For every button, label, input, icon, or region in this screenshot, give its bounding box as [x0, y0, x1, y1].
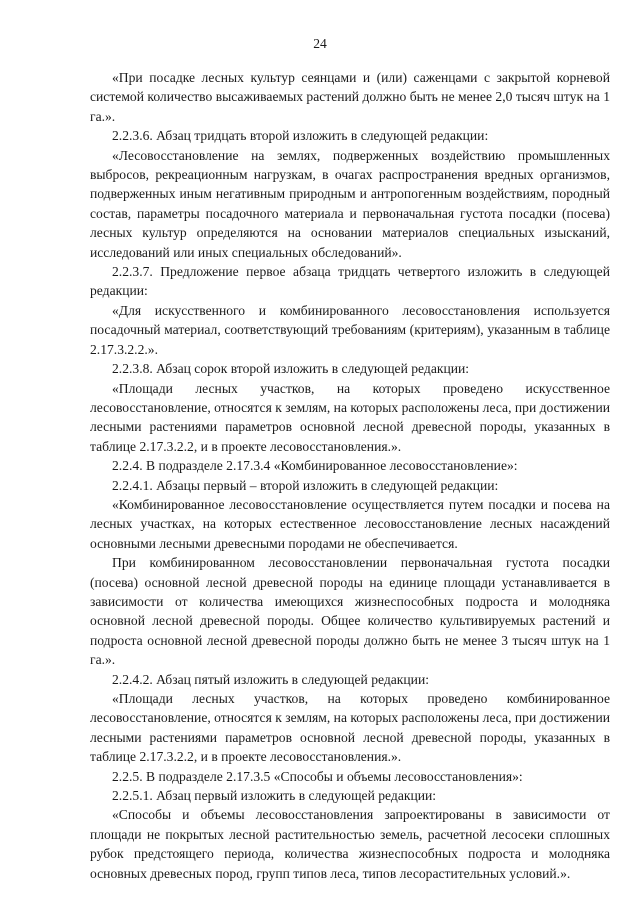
paragraph-2-2-5: 2.2.5. В подразделе 2.17.3.5 «Способы и объемы лесовосстановления»:: [112, 768, 523, 784]
paragraph-quote-polluted-lands: «Лесовосстановление на землях, подверженных воздействию промышленных выбросов, рекреационным нагрузкам, в очагах распространения вредных организмов, подверженных иным негативным природным и антропогенным воздействиям, породный состав, параметры посадочного материала и первоначальная густота посадки (посева) лесных культур определяются на основании материалов специальных изысканий, исследований или иных специальных обследований».: [90, 147, 610, 260]
document-body: [90, 68, 610, 883]
paragraph-combined-density: При комбинированном лесовосстановлении первоначальная густота посадки (посева) основной лесной древесной породы на единице площади устанавливается в зависимости от количества имеющихся жизнеспособных подроста и молодняка основной лесной древесной породы. Общее количество культивируемых растений и подроста основной лесной древесной породы должно быть не менее 3 тысяч штук на 1 га.».: [90, 555, 610, 668]
paragraph-quote-combined-reforestation: «Комбинированное лесовосстановление осуществляется путем посадки и посева на лесных участках, на которых естественное лесовосстановление лесных насаждений основными лесными древесными породами не обеспечивается.: [90, 496, 610, 551]
paragraph-2-2-5-1: 2.2.5.1. Абзац первый изложить в следующей редакции:: [112, 788, 437, 804]
paragraph-quote-methods-volumes: «Способы и объемы лесовосстановления запроектированы в зависимости от площади не покрытых лесной растительностью земель, расчетной лесосеки сплошных рубок предстоящего периода, количества жизнеспособных подроста и молодняка основных древесных пород, групп типов леса, типов лесорастительных условий.».: [90, 807, 610, 881]
paragraph-2-2-3-7: 2.2.3.7. Предложение первое абзаца тридцать четвертого изложить в следующей редакции:: [90, 264, 610, 299]
paragraph-quote-planting-material: «Для искусственного и комбинированного лесовосстановления используется посадочный материал, соответствующий требованиям (критериям), указанным в таблице 2.17.3.2.2.».: [90, 302, 610, 357]
paragraph-quote-seedlings: «При посадке лесных культур сеянцами и (или) саженцами с закрытой корневой системой количество высаживаемых растений должно быть не менее 2,0 тысяч штук на 1 га.».: [90, 70, 610, 124]
paragraph-quote-combined-areas: «Площади лесных участков, на которых проведено комбинированное лесовосстановление, относятся к землям, на которых расположены леса, при достижении лесными растениями параметров основной лесной древесной породы, указанных в таблице 2.17.3.2.2, и в проекте лесовосстановления.».: [90, 691, 610, 765]
paragraph-2-2-4-1: 2.2.4.1. Абзацы первый – второй изложить в следующей редакции:: [112, 477, 499, 493]
paragraph-2-2-3-6: 2.2.3.6. Абзац тридцать второй изложить в следующей редакции:: [112, 128, 489, 144]
paragraph-quote-artificial-reforestation: «Площади лесных участков, на которых проведено искусственное лесовосстановление, относятся к землям, на которых расположены леса, при достижении лесными растениями параметров основной лесной древесной породы, указанных в таблице 2.17.3.2.2, и в проекте лесовосстановления.».: [90, 380, 610, 454]
paragraph-2-2-3-8: 2.2.3.8. Абзац сорок второй изложить в следующей редакции:: [112, 361, 470, 377]
paragraph-2-2-4: 2.2.4. В подразделе 2.17.3.4 «Комбинированное лесовосстановление»:: [112, 458, 518, 474]
paragraph-2-2-4-2: 2.2.4.2. Абзац пятый изложить в следующей редакции:: [112, 671, 430, 687]
page-number: 24: [313, 36, 327, 51]
